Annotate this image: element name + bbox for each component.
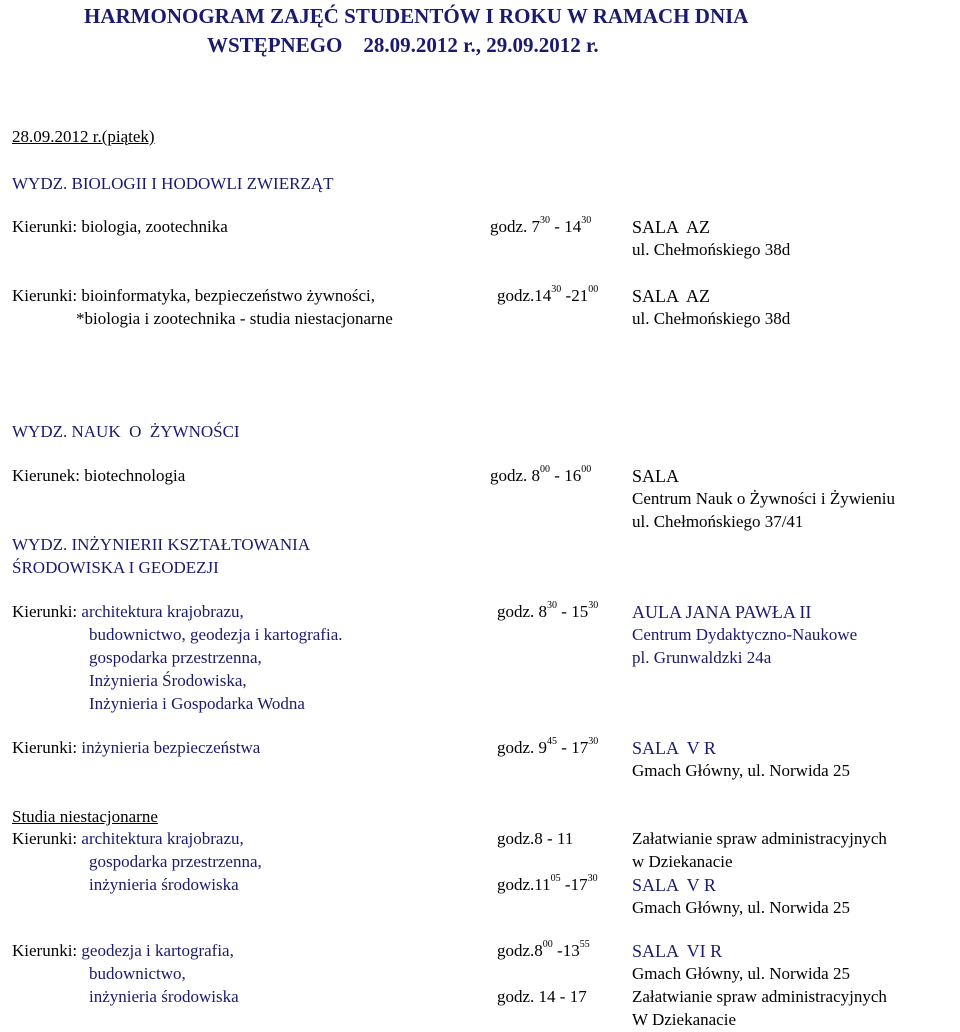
programs-label: Kierunki: architektura krajobrazu, [12,829,244,848]
room-name: AULA JANA PAWŁA II [632,602,812,622]
time-range: $godz.11^{05}$ $-17^{30}$ [497,873,598,894]
time-range-biology: godz. $7^{30} - 14^{30}$ [490,215,592,236]
time-range-biotechnology: godz. $8^{00} - 16^{00}$ [490,464,592,485]
programs-label: Kierunki: inżynieria bezpieczeństwa [12,738,261,757]
admin-note-location: W Dziekanacie [632,1010,736,1029]
room-address: Gmach Główny, ul. Norwida 25 [632,964,850,983]
room-name: SALA V R [632,738,716,758]
program-item: Inżynieria Środowiska, [89,671,247,690]
admin-note: Załatwianie spraw administracyjnych [632,829,887,848]
page-title-line-2: WSTĘPNEGO 28.09.2012 r., 29.09.2012 r. [207,33,599,57]
time-range: godz. 14 - 17 [497,987,587,1006]
time-range: godz. $9^{45} - 17^{30}$ [497,736,599,757]
room-name: SALA AZ [632,217,711,237]
admin-note: Załatwianie spraw administracyjnych [632,987,887,1006]
room-address: ul. Chełmońskiego 38d [632,240,791,259]
programs-label-biology: Kierunki: biologia, zootechnika [12,217,228,236]
part-time-heading: Studia niestacjonarne [12,807,158,826]
faculty-heading-biology: WYDZ. BIOLOGII I HODOWLI ZWIERZĄT [12,174,334,193]
program-item: inżynieria środowiska [89,987,239,1006]
programs-label-bioinformatics: Kierunki: bioinformatyka, bezpieczeństwo żywności, [12,286,376,305]
room-address: ul. Chełmońskiego 37/41 [632,512,804,531]
time-range: $godz.8^{00}$ $-13^{55}$ [497,939,590,960]
room-name: SALA V R [632,875,716,895]
room-name: SALA [632,466,680,486]
faculty-heading-food-sciences: WYDZ. NAUK O ŻYWNOŚCI [12,422,240,441]
room-address: ul. Chełmońskiego 38d [632,309,791,328]
room-name: SALA VI R [632,941,723,961]
room-building: Centrum Nauk o Żywności i Żywieniu [632,489,895,508]
faculty-heading-environmental-engineering: WYDZ. INŻYNIERII KSZTAŁTOWANIA [12,535,311,554]
room-building: Centrum Dydaktyczno-Naukowe [632,625,858,644]
time-range: godz.8 - 11 [497,829,574,848]
page-title-line-1: HARMONOGRAM ZAJĘĆ STUDENTÓW I ROKU W RAMACH DNIA [84,4,749,28]
room-address: Gmach Główny, ul. Norwida 25 [632,898,850,917]
program-item: gospodarka przestrzenna, [89,648,262,667]
room-address: Gmach Główny, ul. Norwida 25 [632,761,850,780]
programs-label-part-time: *biologia i zootechnika - studia niestacjonarne [76,309,393,328]
program-item: Inżynieria i Gospodarka Wodna [89,694,305,713]
program-item: inżynieria środowiska [89,875,239,894]
programs-label-biotechnology: Kierunek: biotechnologia [12,466,186,485]
programs-label: Kierunki: geodezja i kartografia, [12,941,234,960]
program-item: gospodarka przestrzenna, [89,852,262,871]
time-range: godz. $8^{30} - 15^{30}$ [497,600,599,621]
time-range-bioinformatics: $godz.14^{30}$ $-21^{00}$ [497,284,599,305]
program-item: budownictwo, [89,964,186,983]
faculty-heading-environmental-engineering-line-2: ŚRODOWISKA I GEODEZJI [12,558,219,577]
admin-note-location: w Dziekanacie [632,852,733,871]
program-item: budownictwo, geodezja i kartografia. [89,625,343,644]
room-address: pl. Grunwaldzki 24a [632,648,772,667]
programs-label: Kierunki: architektura krajobrazu, [12,602,244,621]
day-heading: 28.09.2012 r.(piątek) [12,127,155,146]
room-name: SALA AZ [632,286,711,306]
